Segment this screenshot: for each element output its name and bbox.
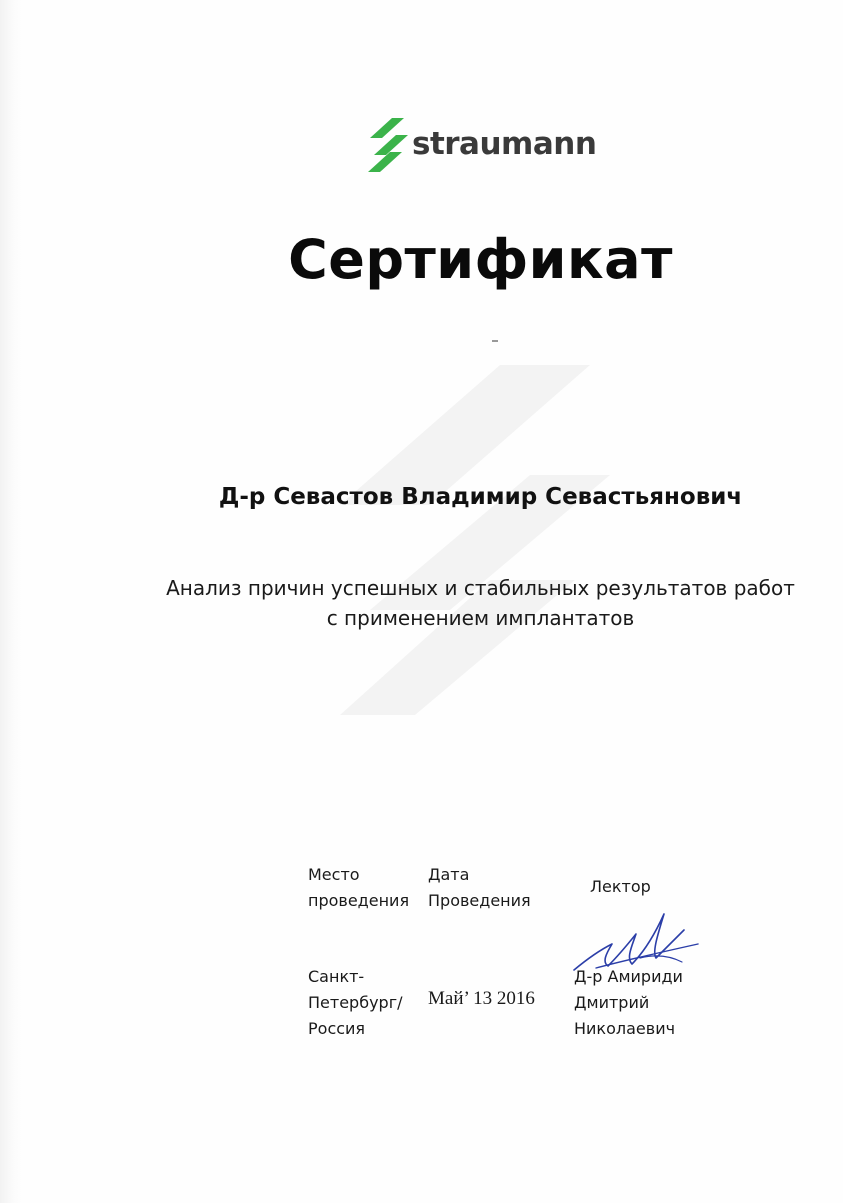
brand-name: straumann	[412, 126, 597, 162]
recipient-name: Д-р Севастов Владимир Севастьянович	[218, 484, 743, 510]
scan-speck	[492, 340, 498, 342]
place-value	[308, 964, 402, 1042]
place-value-line-1: Санкт-	[308, 967, 365, 986]
lecturer-label-text: Лектор	[590, 877, 651, 896]
watermark-logo-icon	[340, 365, 610, 715]
place-label-line-1: Место	[308, 865, 360, 884]
lecturer-label	[590, 874, 651, 900]
lecturer-name	[574, 964, 683, 1042]
date-label-line-2: Проведения	[428, 891, 531, 910]
date-label-line-1: Дата	[428, 865, 470, 884]
straumann-logo	[368, 118, 608, 174]
lecturer-name-line-2: Дмитрий	[574, 993, 650, 1012]
place-label	[308, 862, 409, 914]
course-title-line-2: с применением имплантатов	[326, 606, 635, 630]
place-value-line-2: Петербург/	[308, 993, 403, 1012]
certificate-title: Сертификат	[288, 228, 673, 291]
course-title	[0, 573, 843, 633]
lecturer-name-line-1: Д-р Амириди	[574, 967, 683, 986]
straumann-s-logo-icon	[368, 118, 408, 172]
date-value: Май’ 13 2016	[428, 988, 535, 1009]
lecturer-name-line-3: Николаевич	[574, 1019, 676, 1038]
course-title-line-1: Анализ причин успешных и стабильных результатов работ	[166, 576, 795, 600]
date-label	[428, 862, 531, 914]
place-value-line-3: Россия	[308, 1019, 366, 1038]
place-label-line-2: проведения	[308, 891, 410, 910]
